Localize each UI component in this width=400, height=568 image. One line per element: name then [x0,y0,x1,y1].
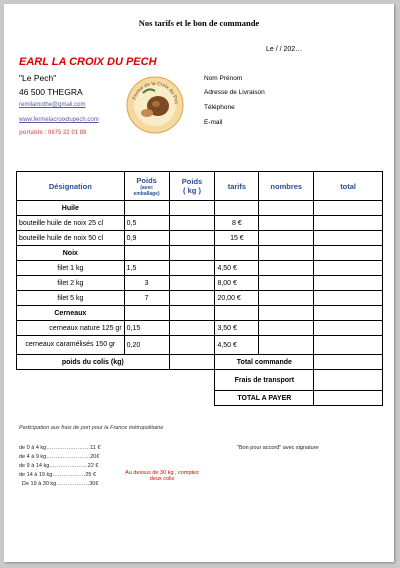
shipping-line: de 4 à 9 kg……………………20€ [19,454,100,460]
field-email: E-mail [204,119,223,126]
field-telephone: Téléphone [204,104,235,111]
total-commande-label: Total commande [215,355,314,370]
product-price: 4,50 € [215,261,259,276]
quantity-cell[interactable] [259,276,314,291]
shipping-note: Au dessus de 30 kg , comptez deux colis [125,470,199,482]
total-payer-row [17,391,383,406]
table-header-row [17,172,383,201]
product-label: cerneaux nature 125 gr [17,321,125,336]
company-phone: portable : 0675 22 01 88 [19,130,87,136]
line-total-cell [314,261,383,276]
product-label: filet 2 kg [17,276,125,291]
field-adresse: Adresse de Livraison [204,89,265,96]
order-form-page [4,4,394,562]
header-poids2-label: Poids [181,177,203,186]
section-name: Cerneaux [17,306,125,321]
shipping-title: Participation aux frais de port pour la France métropolitaine [19,425,164,431]
quantity-cell[interactable] [259,291,314,306]
signature-label: "Bon pour accord" avec signature [237,445,319,451]
header-poids-kg [169,172,215,201]
header-poids-emballage [124,172,169,201]
poids-colis-row [17,355,383,370]
product-weight: 0,9 [124,231,169,246]
product-price: 15 € [215,231,259,246]
shipping-line: de 9 à 14 kg…………………22 € [19,463,99,469]
shipping-line: de 14 à 19 kg………………25 € [19,472,97,478]
product-price: 8 € [215,216,259,231]
line-total-cell [314,291,383,306]
line-total-cell [314,231,383,246]
product-price: 4,50 € [215,336,259,355]
product-weight: 0,15 [124,321,169,336]
product-weight: 3 [124,276,169,291]
header-poids-sub: (avec emballage) [133,184,160,197]
date-line: Le / / 202… [266,46,303,53]
order-table [16,171,383,406]
frais-transport-row [17,370,383,391]
quantity-cell[interactable] [259,336,314,355]
section-name: Noix [17,246,125,261]
table-row [17,336,383,355]
company-website-link[interactable]: www.fermelacroixdupech.com [19,117,99,123]
table-row [17,276,383,291]
line-total-cell [314,276,383,291]
line-total-cell [314,216,383,231]
frais-transport-value[interactable] [314,370,383,391]
quantity-cell[interactable] [259,216,314,231]
total-payer-value[interactable] [314,391,383,406]
quantity-cell[interactable] [259,306,314,321]
section-name: Huile [17,201,125,216]
table-row [17,216,383,231]
total-commande-value[interactable] [314,355,383,370]
product-price: 3,50 € [215,321,259,336]
product-weight: 1,5 [124,261,169,276]
table-row [17,321,383,336]
product-label: bouteille huile de noix 25 cl [17,216,125,231]
header-poids-label: Poids [136,175,157,185]
poids-colis-label: poids du colis (kg) [17,355,170,370]
company-postal: 46 500 THEGRA [19,87,83,97]
section-row [17,306,383,321]
quantity-cell[interactable] [259,321,314,336]
section-row [17,246,383,261]
table-row [17,231,383,246]
quantity-cell[interactable] [259,231,314,246]
product-label: cerneaux caramélisés 150 gr [17,336,125,355]
section-row [17,201,383,216]
header-poids2-unit: ( kg ) [183,186,201,195]
product-weight: 7 [124,291,169,306]
header-designation: Désignation [17,172,125,201]
table-row [17,291,383,306]
header-tarifs: tarifs [215,172,259,201]
header-total: total [314,172,383,201]
product-label: filet 5 kg [17,291,125,306]
quantity-cell[interactable] [259,201,314,216]
total-payer-label: TOTAL A PAYER [215,391,314,406]
field-nom-prenom: Nom Prénom [204,75,243,82]
line-total-cell [314,336,383,355]
quantity-cell[interactable] [259,261,314,276]
frais-transport-label: Frais de transport [215,370,314,391]
company-name: EARL LA CROIX DU PECH [19,56,157,68]
farm-logo-icon [125,75,185,135]
poids-colis-value[interactable] [169,355,215,370]
page-title: Nos tarifs et le bon de commande [138,18,260,28]
company-email-link[interactable]: remilamothe@gmail.com [19,102,86,108]
table-row [17,261,383,276]
line-total-cell [314,321,383,336]
product-weight: 0,5 [124,216,169,231]
product-price: 20,00 € [215,291,259,306]
header-nombres: nombres [259,172,314,201]
product-label: filet 1 kg [17,261,125,276]
product-weight: 0,20 [124,336,169,355]
shipping-line: de 0 à 4 kg……………………11 € [19,445,101,451]
quantity-cell[interactable] [259,246,314,261]
shipping-line: De 19 à 30 kg………………30€ [22,481,99,487]
product-label: bouteille huile de noix 50 cl [17,231,125,246]
product-price: 8,00 € [215,276,259,291]
company-place: "Le Pech" [19,73,57,83]
logo-text: Ferme de la Croix du Pec [131,80,180,105]
